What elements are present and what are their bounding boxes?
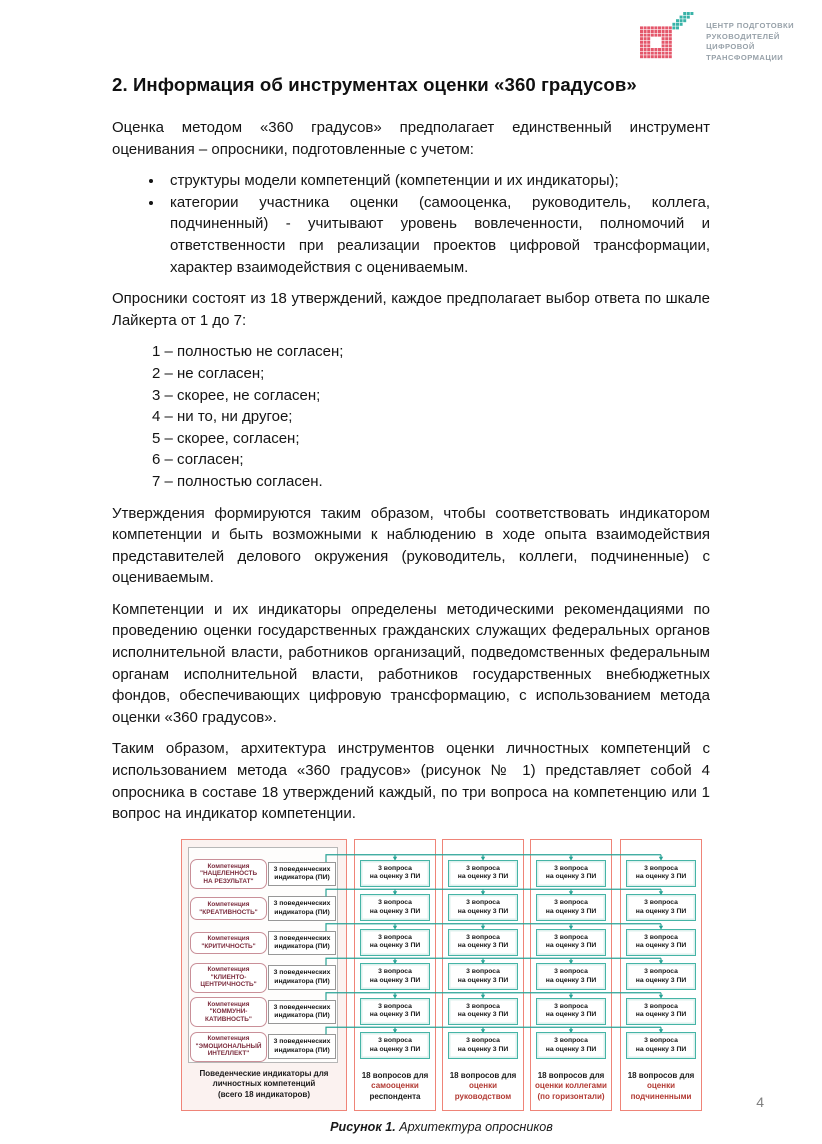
competency-row bbox=[189, 857, 337, 892]
likert-scale-item: 6 – согласен; bbox=[152, 451, 244, 469]
question-box: 3 вопроса на оценку 3 ПИ bbox=[448, 963, 518, 990]
logo-text-line: ТРАНСФОРМАЦИИ bbox=[706, 52, 784, 62]
questionnaire-footer: 18 вопросов для самооценки респондента bbox=[361, 1070, 429, 1101]
question-box: 3 вопроса на оценку 3 ПИ bbox=[626, 894, 696, 921]
competency-box: Компетенция "КЛИЕНТО- ЦЕНТРИЧНОСТЬ" bbox=[190, 963, 267, 993]
competency-row bbox=[189, 926, 337, 961]
competency-box: Компетенция "КОММУНИ- КАТИВНОСТЬ" bbox=[190, 997, 267, 1027]
competency-row bbox=[189, 995, 337, 1030]
diagram-column-questionnaire bbox=[620, 839, 702, 1111]
question-box: 3 вопроса на оценку 3 ПИ bbox=[360, 894, 430, 921]
logo-text bbox=[706, 12, 794, 63]
diagram-column-questionnaire bbox=[354, 839, 436, 1111]
logo-text-line: ЦИФРОВОЙ bbox=[706, 42, 755, 52]
logo-text-line: ЦЕНТР ПОДГОТОВКИ bbox=[706, 21, 794, 30]
competency-box: Компетенция "ЭМОЦИОНАЛЬНЫЙ ИНТЕЛЛЕКТ" bbox=[190, 1032, 267, 1062]
figure-caption-number: Рисунок 1. bbox=[330, 1119, 396, 1134]
paragraph-statements: Утверждения формируются таким образом, чтобы соответствовать индикатором компетенции и быть возможными к наблюдению в ходе опыта взаимодействия представителей делового окружения (руководитель, коллеги, подчиненные) с оцениваемым. bbox=[112, 504, 710, 587]
question-box: 3 вопроса на оценку 3 ПИ bbox=[448, 894, 518, 921]
question-box: 3 вопроса на оценку 3 ПИ bbox=[626, 1032, 696, 1059]
competency-box: Компетенция "КРЕАТИВНОСТЬ" bbox=[190, 897, 267, 919]
competency-row bbox=[189, 891, 337, 926]
competency-row bbox=[189, 1029, 337, 1064]
diagram-column-questionnaire bbox=[530, 839, 612, 1111]
bullet-item: • структуры модели компетенций (компетенции и их индикаторы); bbox=[164, 170, 710, 192]
indicator-box: 3 поведенческих индикатора (ПИ) bbox=[268, 1000, 336, 1025]
questionnaire-footer: 18 вопросов для оценки руководством bbox=[449, 1070, 517, 1101]
page-number: 4 bbox=[756, 1094, 764, 1110]
question-box: 3 вопроса на оценку 3 ПИ bbox=[536, 894, 606, 921]
question-box: 3 вопроса на оценку 3 ПИ bbox=[448, 1032, 518, 1059]
figure-caption bbox=[181, 1120, 702, 1134]
logo-text-line: РУКОВОДИТЕЛЕЙ bbox=[706, 31, 780, 41]
diagram-column-questionnaire bbox=[442, 839, 524, 1111]
competency-box: Компетенция "КРИТИЧНОСТЬ" bbox=[190, 932, 267, 954]
paragraph-architecture: Таким образом, архитектура инструментов оценки личностных компетенций с использованием метода «360 градусов» (рисунок № 1) представляет собой 4 опросника в составе 18 утверждений каждый, по три вопроса на компетенцию или 1 вопрос на индикатор компетенции. bbox=[112, 740, 710, 823]
indicator-box: 3 поведенческих индикатора (ПИ) bbox=[268, 965, 336, 990]
indicator-box: 3 поведенческих индикатора (ПИ) bbox=[268, 931, 336, 956]
questionnaire-footer: 18 вопросов для оценки подчиненными bbox=[627, 1070, 695, 1101]
question-box: 3 вопроса на оценку 3 ПИ bbox=[536, 929, 606, 956]
paragraph-intro: Оценка методом «360 градусов» предполагает единственный инструмент оценивания – опросники, подготовленные с учетом: bbox=[112, 119, 710, 158]
bullet-list bbox=[112, 170, 710, 278]
question-box: 3 вопроса на оценку 3 ПИ bbox=[626, 963, 696, 990]
likert-scale-item: 2 – не согласен; bbox=[152, 364, 265, 382]
question-box: 3 вопроса на оценку 3 ПИ bbox=[626, 860, 696, 887]
question-box: 3 вопроса на оценку 3 ПИ bbox=[536, 860, 606, 887]
likert-scale-item: 4 – ни то, ни другое; bbox=[152, 408, 293, 426]
likert-scale-item: 7 – полностью согласен. bbox=[152, 472, 323, 490]
logo bbox=[640, 12, 794, 63]
competency-box: Компетенция "НАЦЕЛЕННОСТЬ НА РЕЗУЛЬТАТ" bbox=[190, 859, 267, 889]
indicator-box: 3 поведенческих индикатора (ПИ) bbox=[268, 862, 336, 887]
question-box: 3 вопроса на оценку 3 ПИ bbox=[536, 1032, 606, 1059]
likert-scale-item: 5 – скорее, согласен; bbox=[152, 429, 300, 447]
indicator-box: 3 поведенческих индикатора (ПИ) bbox=[268, 1034, 336, 1059]
question-box: 3 вопроса на оценку 3 ПИ bbox=[448, 860, 518, 887]
likert-scale-list bbox=[152, 341, 710, 492]
competency-panel bbox=[188, 847, 338, 1063]
questionnaire-footer: 18 вопросов для оценки коллегами (по горизонтали) bbox=[535, 1070, 607, 1101]
figure-diagram bbox=[181, 839, 702, 1111]
paragraph-competencies: Компетенции и их индикаторы определены методическими рекомендациями по проведению оценки государственных гражданских служащих федеральных органов исполнительной власти, работников организаций, подведомственных федеральным органам исполнительной власти, работников государственных внебюджетных фондов, обеспечивающих цифровую трансформацию, с использованием метода оценки «360 градусов». bbox=[112, 600, 710, 726]
question-box: 3 вопроса на оценку 3 ПИ bbox=[360, 929, 430, 956]
question-box: 3 вопроса на оценку 3 ПИ bbox=[626, 929, 696, 956]
likert-scale-item: 3 – скорее, не согласен; bbox=[152, 386, 321, 404]
bullet-item: • категории участника оценки (самооценка, руководитель, коллега, подчиненный) - учитывают уровень вовлеченности, полномочий и ответственности при реализации проектов цифровой трансформации, характер взаимодействия с оцениваемым. bbox=[164, 192, 710, 278]
pixel-logo-icon bbox=[640, 12, 697, 62]
question-box: 3 вопроса на оценку 3 ПИ bbox=[360, 963, 430, 990]
question-box: 3 вопроса на оценку 3 ПИ bbox=[360, 998, 430, 1025]
section-heading: 2. Информация об инструментах оценки «360 градусов» bbox=[112, 74, 637, 95]
question-box: 3 вопроса на оценку 3 ПИ bbox=[448, 998, 518, 1025]
question-box: 3 вопроса на оценку 3 ПИ bbox=[536, 998, 606, 1025]
paragraph-likert-intro: Опросники состоят из 18 утверждений, каждое предполагает выбор ответа по шкале Лайкерта от 1 до 7: bbox=[112, 290, 710, 329]
figure-caption-text: Архитектура опросников bbox=[395, 1119, 553, 1134]
figure-architecture bbox=[181, 839, 702, 1134]
competency-row bbox=[189, 960, 337, 995]
column-footer: Поведенческие индикаторы для личностных компетенций (всего 18 индикаторов) bbox=[199, 1068, 329, 1099]
question-box: 3 вопроса на оценку 3 ПИ bbox=[360, 860, 430, 887]
question-box: 3 вопроса на оценку 3 ПИ bbox=[626, 998, 696, 1025]
question-box: 3 вопроса на оценку 3 ПИ bbox=[360, 1032, 430, 1059]
question-box: 3 вопроса на оценку 3 ПИ bbox=[536, 963, 606, 990]
likert-scale-item: 1 – полностью не согласен; bbox=[152, 343, 344, 361]
question-box: 3 вопроса на оценку 3 ПИ bbox=[448, 929, 518, 956]
diagram-column-competencies bbox=[181, 839, 347, 1111]
indicator-box: 3 поведенческих индикатора (ПИ) bbox=[268, 896, 336, 921]
